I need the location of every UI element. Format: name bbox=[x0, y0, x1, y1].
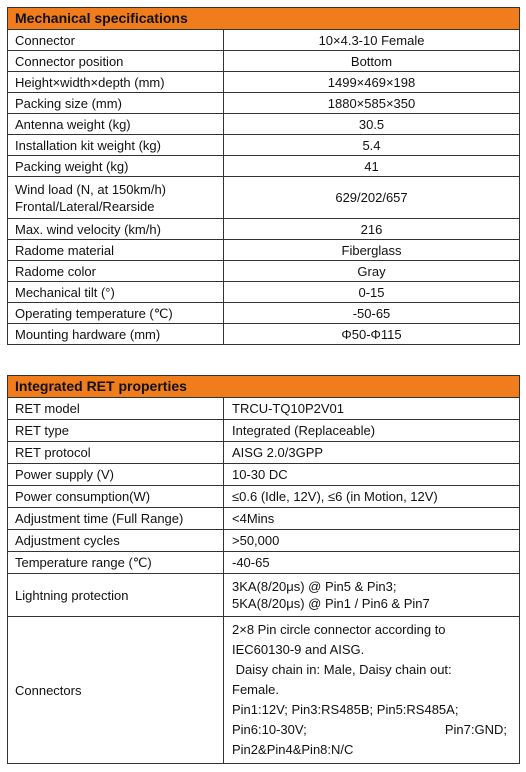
table-row bbox=[8, 442, 520, 464]
table-row bbox=[8, 464, 520, 486]
row-label-line1: Wind load (N, at 150km/h) bbox=[15, 181, 167, 197]
row-value: ≤0.6 (Idle, 12V), ≤6 (in Motion, 12V) bbox=[224, 486, 520, 508]
row-value: Gray bbox=[224, 261, 520, 282]
row-value: <4Mins bbox=[224, 508, 520, 530]
table-row bbox=[8, 282, 520, 303]
row-label: Packing weight (kg) bbox=[8, 156, 224, 177]
lightning-label: Lightning protection bbox=[8, 574, 224, 617]
connectors-label: Connectors bbox=[8, 617, 224, 764]
table-row bbox=[8, 420, 520, 442]
row-label bbox=[8, 177, 224, 219]
row-value: Integrated (Replaceable) bbox=[224, 420, 520, 442]
row-label: RET protocol bbox=[8, 442, 224, 464]
connectors-line4: Female. bbox=[232, 682, 279, 697]
row-value: 10-30 DC bbox=[224, 464, 520, 486]
table-row bbox=[8, 617, 520, 764]
row-label: Radome color bbox=[8, 261, 224, 282]
table-row bbox=[8, 156, 520, 177]
table-row bbox=[8, 135, 520, 156]
row-value: Fiberglass bbox=[224, 240, 520, 261]
row-value: -40-65 bbox=[224, 552, 520, 574]
row-label: Installation kit weight (kg) bbox=[8, 135, 224, 156]
row-value: 0-15 bbox=[224, 282, 520, 303]
row-label: Mounting hardware (mm) bbox=[8, 324, 224, 345]
table-row bbox=[8, 177, 520, 219]
mechanical-title: Mechanical specifications bbox=[8, 8, 520, 30]
row-label: Power supply (V) bbox=[8, 464, 224, 486]
table-row bbox=[8, 114, 520, 135]
table-row bbox=[8, 72, 520, 93]
ret-properties-table bbox=[7, 375, 520, 764]
connectors-line2: IEC60130-9 and AISG. bbox=[232, 642, 365, 657]
row-value: 1880×585×350 bbox=[224, 93, 520, 114]
table-row bbox=[8, 219, 520, 240]
row-value: 629/202/657 bbox=[224, 177, 520, 219]
row-label: Temperature range (℃) bbox=[8, 552, 224, 574]
table-row bbox=[8, 93, 520, 114]
connectors-line1: 2×8 Pin circle connector according to bbox=[232, 622, 446, 637]
row-label: Adjustment cycles bbox=[8, 530, 224, 552]
row-label: Adjustment time (Full Range) bbox=[8, 508, 224, 530]
table-row bbox=[8, 240, 520, 261]
row-value: 41 bbox=[224, 156, 520, 177]
table-row bbox=[8, 51, 520, 72]
row-value: AISG 2.0/3GPP bbox=[224, 442, 520, 464]
row-label: Connector position bbox=[8, 51, 224, 72]
connectors-line5: Pin1:12V; Pin3:RS485B; Pin5:RS485A; bbox=[232, 702, 459, 717]
connectors-line6b: Pin7:GND; bbox=[444, 722, 507, 737]
table-row bbox=[8, 574, 520, 617]
connectors-line3: Daisy chain in: Male, Daisy chain out: bbox=[232, 662, 452, 677]
row-label: Radome material bbox=[8, 240, 224, 261]
ret-header-row bbox=[8, 376, 520, 398]
row-label: RET model bbox=[8, 398, 224, 420]
row-value: 1499×469×198 bbox=[224, 72, 520, 93]
table-row bbox=[8, 261, 520, 282]
row-label: RET type bbox=[8, 420, 224, 442]
row-value: Bottom bbox=[224, 51, 520, 72]
connectors-line6a: Pin6:10-30V; bbox=[232, 722, 307, 737]
table-row bbox=[8, 324, 520, 345]
row-label: Max. wind velocity (km/h) bbox=[8, 219, 224, 240]
row-label: Height×width×depth (mm) bbox=[8, 72, 224, 93]
connectors-value bbox=[224, 617, 520, 764]
row-value: TRCU-TQ10P2V01 bbox=[224, 398, 520, 420]
table-row bbox=[8, 486, 520, 508]
row-value: 5.4 bbox=[224, 135, 520, 156]
row-label: Mechanical tilt (°) bbox=[8, 282, 224, 303]
table-row bbox=[8, 508, 520, 530]
row-value: Φ50-Φ115 bbox=[224, 324, 520, 345]
table-row bbox=[8, 398, 520, 420]
row-value: 10×4.3-10 Female bbox=[224, 30, 520, 51]
mechanical-specs-table bbox=[7, 7, 520, 345]
row-label: Antenna weight (kg) bbox=[8, 114, 224, 135]
mechanical-header-row bbox=[8, 8, 520, 30]
lightning-line2: 5KA(8/20μs) @ Pin1 / Pin6 & Pin7 bbox=[232, 596, 430, 611]
row-value: 216 bbox=[224, 219, 520, 240]
table-row bbox=[8, 303, 520, 324]
ret-title: Integrated RET properties bbox=[8, 376, 520, 398]
lightning-line1: 3KA(8/20μs) @ Pin5 & Pin3; bbox=[232, 579, 397, 594]
row-label-line2: Frontal/Lateral/Rearside bbox=[15, 198, 155, 214]
connectors-line7: Pin2&Pin4&Pin8:N/C bbox=[232, 742, 354, 757]
row-label: Power consumption(W) bbox=[8, 486, 224, 508]
table-row bbox=[8, 30, 520, 51]
table-row bbox=[8, 552, 520, 574]
row-value: >50,000 bbox=[224, 530, 520, 552]
row-value: -50-65 bbox=[224, 303, 520, 324]
row-label: Packing size (mm) bbox=[8, 93, 224, 114]
row-label: Operating temperature (℃) bbox=[8, 303, 224, 324]
row-value: 30.5 bbox=[224, 114, 520, 135]
table-row bbox=[8, 530, 520, 552]
row-label: Connector bbox=[8, 30, 224, 51]
connectors-line6 bbox=[232, 720, 515, 740]
lightning-value bbox=[224, 574, 520, 617]
